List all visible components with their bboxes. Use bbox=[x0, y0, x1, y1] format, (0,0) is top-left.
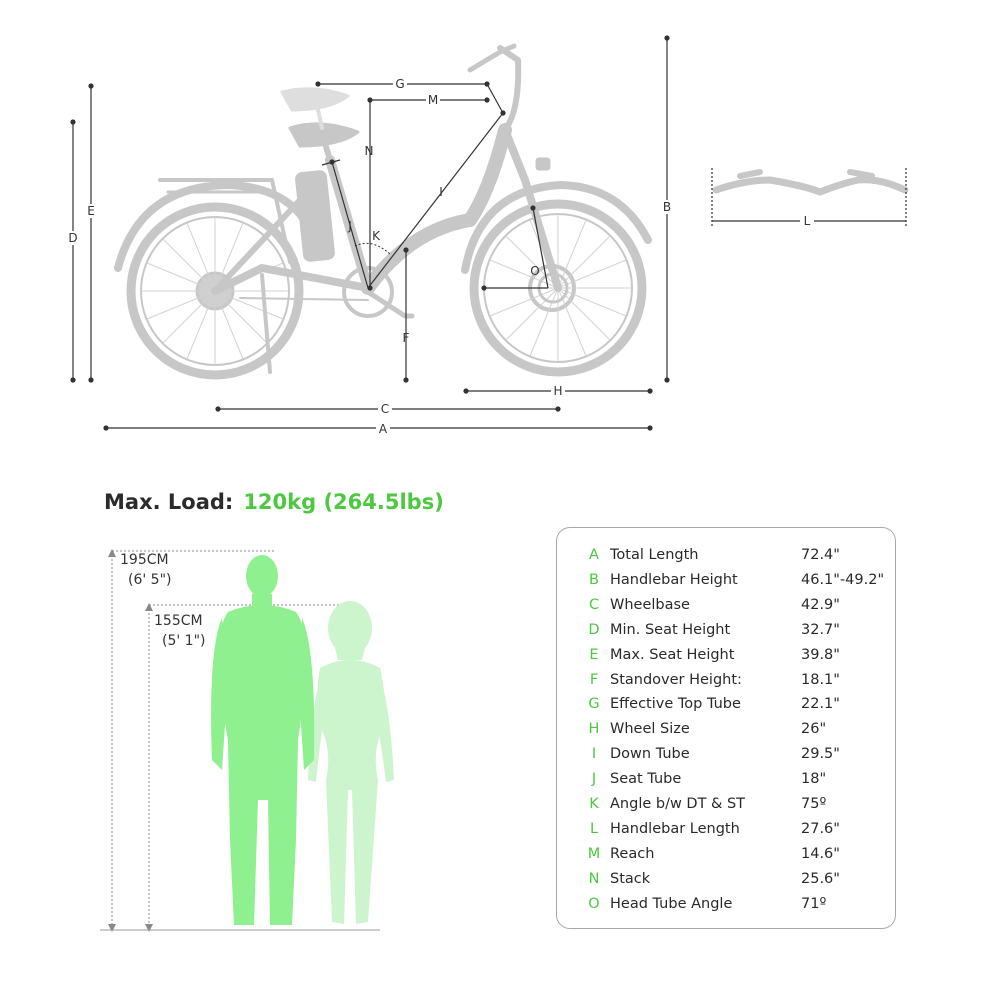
spec-row-n bbox=[557, 869, 895, 893]
spec-name: Head Tube Angle bbox=[610, 895, 733, 912]
spec-letter: B bbox=[589, 571, 599, 588]
spec-name: Effective Top Tube bbox=[610, 696, 741, 713]
dim-label-c: C bbox=[380, 402, 390, 416]
spec-value: 18.1" bbox=[801, 671, 840, 688]
spec-value: 46.1"-49.2" bbox=[801, 571, 885, 588]
spec-name: Total Length bbox=[610, 547, 699, 563]
spec-value: 22.1" bbox=[801, 696, 840, 713]
spec-name: Min. Seat Height bbox=[610, 621, 731, 638]
spec-value: 27.6" bbox=[801, 820, 840, 837]
spec-letter: K bbox=[589, 796, 599, 812]
bike-illustration bbox=[118, 46, 648, 375]
dim-label-f: F bbox=[402, 331, 410, 345]
spec-value: 18" bbox=[801, 771, 827, 788]
max-load-label: Max. Load: bbox=[104, 490, 234, 514]
max-load bbox=[104, 490, 444, 514]
spec-value: 75º bbox=[801, 796, 827, 812]
female-figure bbox=[308, 601, 394, 924]
spec-letter: F bbox=[589, 671, 599, 688]
short-height-ft: (5' 1") bbox=[162, 633, 206, 649]
tall-height-ft: (6' 5") bbox=[128, 572, 172, 588]
dim-label-g: G bbox=[395, 77, 405, 91]
spec-value: 25.6" bbox=[801, 870, 840, 887]
spec-letter: H bbox=[588, 721, 600, 738]
spec-row-c bbox=[557, 595, 895, 619]
spec-letter: A bbox=[589, 547, 599, 563]
spec-name: Standover Height: bbox=[610, 671, 742, 688]
spec-letter: N bbox=[588, 870, 600, 887]
spec-row-m bbox=[557, 844, 895, 868]
specifications-table bbox=[556, 527, 896, 929]
rider-height-figures bbox=[0, 530, 560, 950]
short-height-label bbox=[154, 611, 234, 651]
tall-height-cm: 195CM bbox=[120, 552, 169, 568]
max-load-value: 120kg (264.5lbs) bbox=[243, 490, 444, 514]
spec-row-g bbox=[557, 694, 895, 718]
dim-label-i: I bbox=[439, 185, 443, 199]
spec-name: Max. Seat Height bbox=[610, 646, 735, 663]
spec-name: Handlebar Height bbox=[610, 571, 738, 588]
spec-row-k bbox=[557, 794, 895, 818]
spec-value: 26" bbox=[801, 721, 827, 738]
dim-label-d: D bbox=[68, 231, 78, 245]
spec-value: 72.4" bbox=[801, 547, 840, 563]
short-height-cm: 155CM bbox=[154, 613, 203, 629]
spec-row-e bbox=[557, 645, 895, 669]
spec-letter: I bbox=[591, 746, 597, 763]
spec-letter: J bbox=[591, 771, 597, 788]
spec-value: 14.6" bbox=[801, 845, 840, 862]
dim-label-k: K bbox=[372, 229, 380, 243]
spec-row-a bbox=[557, 545, 895, 569]
spec-row-h bbox=[557, 719, 895, 743]
spec-row-l bbox=[557, 819, 895, 843]
spec-value: 39.8" bbox=[801, 646, 840, 663]
spec-name: Angle b/w DT & ST bbox=[610, 796, 746, 812]
spec-name: Seat Tube bbox=[610, 771, 682, 788]
spec-letter: L bbox=[589, 820, 599, 837]
dim-label-o: O bbox=[530, 264, 540, 278]
spec-name: Stack bbox=[610, 870, 651, 887]
spec-letter: O bbox=[588, 895, 600, 912]
spec-row-j bbox=[557, 769, 895, 793]
spec-name: Down Tube bbox=[610, 746, 690, 763]
dim-label-e: E bbox=[87, 204, 95, 218]
spec-letter: E bbox=[589, 646, 599, 663]
spec-row-b bbox=[557, 570, 895, 594]
spec-row-o bbox=[557, 894, 895, 918]
spec-value: 71º bbox=[801, 895, 827, 912]
spec-letter: G bbox=[588, 696, 600, 713]
spec-row-f bbox=[557, 670, 895, 694]
dim-label-a: A bbox=[378, 422, 388, 436]
spec-name: Wheel Size bbox=[610, 721, 690, 738]
dim-label-j: J bbox=[348, 219, 352, 233]
spec-letter: D bbox=[588, 621, 600, 638]
spec-value: 42.9" bbox=[801, 596, 840, 613]
bike-geometry-diagram bbox=[0, 0, 1000, 450]
dim-label-m: M bbox=[427, 93, 439, 107]
spec-letter: C bbox=[588, 596, 600, 613]
spec-letter: M bbox=[587, 845, 601, 862]
spec-row-i bbox=[557, 744, 895, 768]
spec-name: Reach bbox=[610, 845, 655, 862]
dim-label-n: N bbox=[364, 144, 374, 158]
spec-name: Handlebar Length bbox=[610, 820, 740, 837]
handlebar-illustration bbox=[716, 172, 905, 192]
dim-label-h: H bbox=[553, 384, 563, 398]
spec-row-d bbox=[557, 620, 895, 644]
dim-label-b: B bbox=[662, 200, 672, 214]
spec-name: Wheelbase bbox=[610, 596, 690, 613]
tall-height-label bbox=[120, 550, 200, 590]
dim-label-l: L bbox=[803, 214, 811, 228]
spec-value: 32.7" bbox=[801, 621, 840, 638]
spec-value: 29.5" bbox=[801, 746, 840, 763]
